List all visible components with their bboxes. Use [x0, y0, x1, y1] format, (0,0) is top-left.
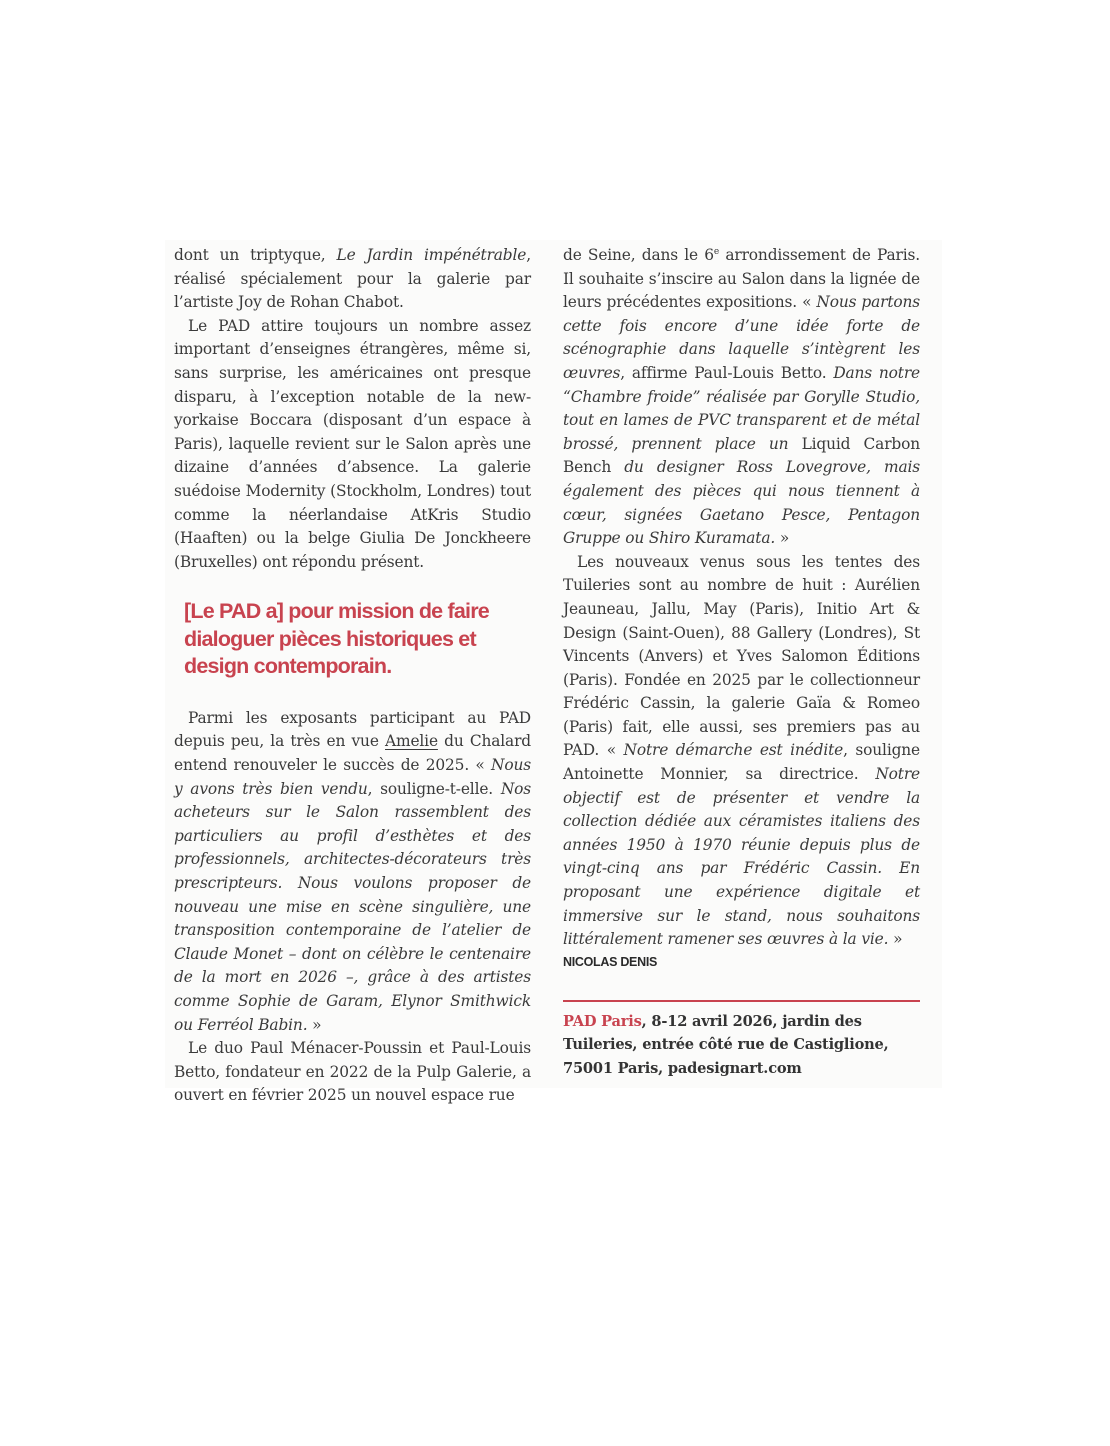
- author-byline: NICOLAS DENIS: [563, 954, 658, 969]
- event-info: [563, 1010, 920, 1081]
- event-details: , 8-12 avril 2026, jardin des Tuileries, entrée côté rue de Castiglione, 75001 Paris, padesignart.com: [563, 1012, 889, 1077]
- quote-run: Dans notre “Chambre froide” réalisée par Gorylle Studio, tout en lames de PVC transparent et de métal brossé, prennent place un: [563, 363, 920, 453]
- text-run: , souligne Antoinette Monnier, sa directrice.: [563, 741, 921, 784]
- paragraph: [174, 707, 531, 1037]
- quote-run: Notre démarche est inédite: [623, 741, 844, 760]
- paragraph: Le PAD attire toujours un nombre assez important d’enseignes étrangères, même si, sans surprise, les américaines ont presque disparu, à l’exception notable de la new-yorkaise Boccara (disposant d’un espace à Paris), laquelle revient sur le Salon après une dizaine d’années d’absence. La galerie suédoise Modernity (Stockholm, Londres) tout comme la néerlandaise AtKris Studio (Haaften) ou la belge Giulia De Jonckheere (Bruxelles) ont répondu présent.: [174, 316, 531, 571]
- superscript: e: [713, 247, 720, 257]
- paragraph: [563, 551, 920, 952]
- amelie-link[interactable]: Amelie: [385, 732, 438, 751]
- paragraph: [174, 244, 531, 315]
- text-run: »: [775, 529, 790, 548]
- text-run: arrondissement de Paris. Il souhaite s’inscire au Salon dans la lignée de leurs précédentes expositions. «: [563, 246, 921, 312]
- product-name: Liquid Carbon Bench: [563, 434, 920, 477]
- text-run: Les nouveaux venus sous les tentes des Tuileries sont au nombre de huit : Aurélien Jeauneau, Jallu, May (Paris), Initio Art & Design (Saint-Ouen), 88 Gallery (Londres), St Vincents (Anvers) et Yves Salomon Éditions (Paris). Fondée en 2025 par le collectionneur Frédéric Cassin, la galerie Gaïa & Romeo (Paris) fait, elle aussi, ses premiers pas au PAD. «: [563, 552, 920, 760]
- text-run: , réalisé spécialement pour la galerie par l’artiste Joy de Rohan Chabot.: [174, 246, 531, 312]
- text-run: »: [888, 930, 903, 949]
- text-run: du Chalard entend renouveler le succès de 2025. «: [174, 732, 531, 774]
- text-run: »: [307, 1015, 322, 1034]
- quote-run: Nos acheteurs sur le Salon rassemblent des particuliers au profil d’esthètes et des professionnels, architectes-décorateurs très prescripteurs. Nous voulons proposer de nouveau une mise en scène singulière, une transposition contemporaine de l’atelier de Claude Monet – dont on célèbre le centenaire de la mort en 2026 –, grâce à des artistes comme Sophie de Garam, Elynor Smithwick ou Ferréol Babin.: [174, 779, 531, 1034]
- text-run: Parmi les exposants participant au PAD depuis peu, la très en vue: [174, 708, 531, 751]
- quote-run: Notre objectif est de présenter et vendre la collection dédiée aux céramistes italiens des années 1950 à 1970 réunie depuis plus de vingt-cinq ans par Frédéric Cassin. En proposant une expérience digitale et immersive sur le stand, nous souhaitons littéralement ramener ses œuvres à la vie.: [563, 765, 920, 949]
- paragraph: [563, 244, 920, 551]
- left-column: [174, 244, 531, 1108]
- text-run: dont un triptyque,: [174, 246, 337, 264]
- right-column: [563, 244, 920, 1080]
- info-divider: [563, 1000, 920, 1002]
- event-name: PAD Paris: [563, 1012, 642, 1030]
- paragraph: Le duo Paul Ménacer-Poussin et Paul-Louis Betto, fondateur en 2022 de la Pulp Galerie, a ouvert en février 2025 un nouvel espace rue: [174, 1039, 531, 1105]
- quote-run: du designer Ross Lovegrove, mais également des pièces qui nous tiennent à cœur, signées Gaetano Pesce, Pentagon Gruppe ou Shiro Kuramata.: [563, 458, 920, 548]
- quote-run: Nous partons cette fois encore d’une idée forte de scénographie dans laquelle s’intègrent les œuvres: [563, 293, 920, 382]
- quote-run: Nous y avons très bien vendu: [174, 756, 531, 798]
- text-run: de Seine, dans le 6: [563, 246, 714, 264]
- text-run: , souligne-t-elle.: [367, 779, 501, 798]
- pull-quote: [Le PAD a] pour mission de faire dialoguer pièces historiques et design contemporain.: [184, 599, 489, 679]
- scanned-article-page: [165, 240, 942, 1105]
- text-run: , affirme Paul-Louis Betto.: [620, 363, 834, 382]
- artwork-title: Le Jardin impénétrable: [336, 246, 527, 264]
